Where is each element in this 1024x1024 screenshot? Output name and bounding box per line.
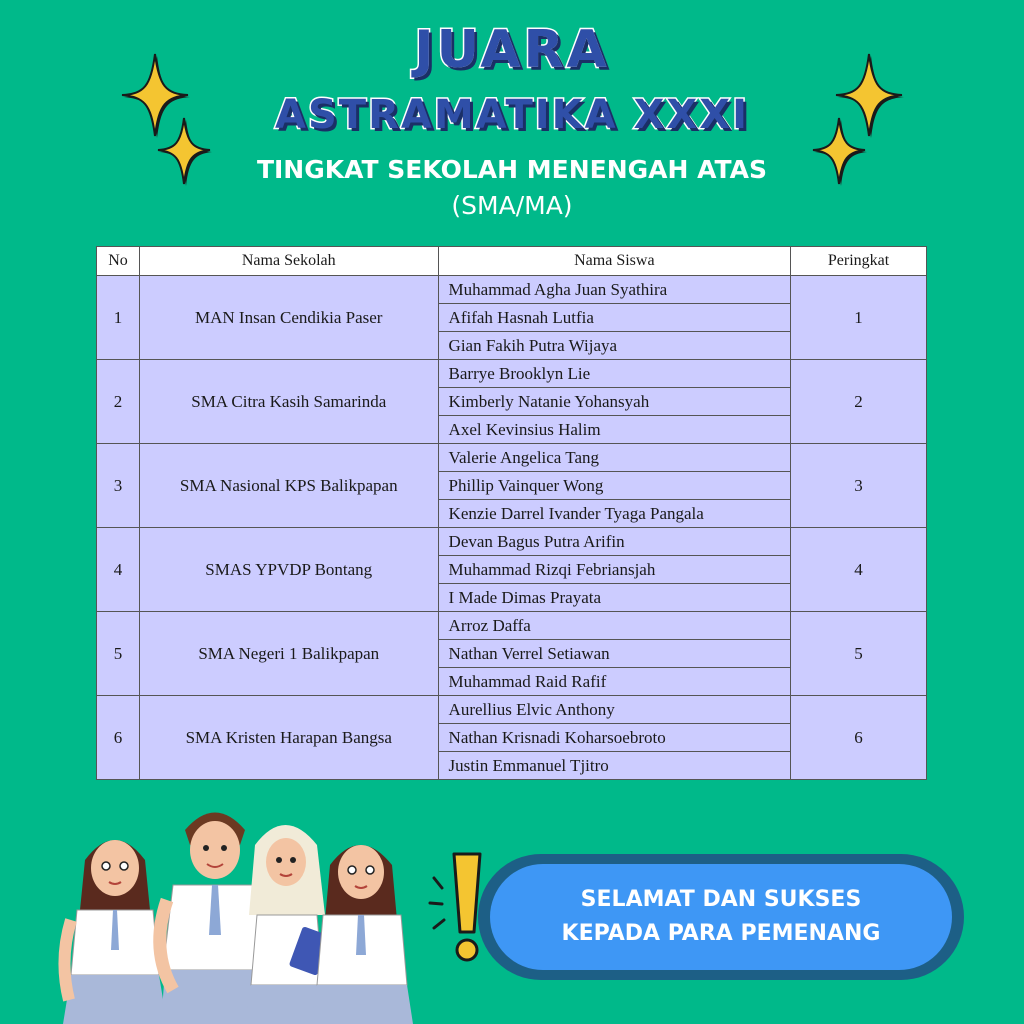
table-row	[97, 528, 927, 556]
table-row	[97, 612, 927, 640]
student-name: Phillip Vainquer Wong	[438, 472, 791, 500]
rank-value: 4	[791, 528, 927, 612]
school-name: SMA Negeri 1 Balikpapan	[139, 612, 438, 696]
table-body	[97, 276, 927, 780]
level-subtitle: (SMA/MA)	[451, 191, 573, 220]
event-title: ASTRAMATIKA XXXI	[275, 92, 749, 138]
row-number: 4	[97, 528, 140, 612]
table-header-row	[97, 247, 927, 276]
students-illustration	[55, 800, 425, 1024]
student-name: Nathan Verrel Setiawan	[438, 640, 791, 668]
rank-value: 6	[791, 696, 927, 780]
results-table	[96, 246, 927, 780]
row-number: 6	[97, 696, 140, 780]
column-header-rank: Peringkat	[791, 247, 927, 276]
student-name: Kimberly Natanie Yohansyah	[438, 388, 791, 416]
school-name: SMA Nasional KPS Balikpapan	[139, 444, 438, 528]
column-header-student: Nama Siswa	[438, 247, 791, 276]
column-header-school: Nama Sekolah	[139, 247, 438, 276]
student-name: Devan Bagus Putra Arifin	[438, 528, 791, 556]
student-name: Barrye Brooklyn Lie	[438, 360, 791, 388]
student-name: Muhammad Raid Rafif	[438, 668, 791, 696]
rank-value: 1	[791, 276, 927, 360]
student-name: Axel Kevinsius Halim	[438, 416, 791, 444]
banner-line-1: SELAMAT DAN SUKSES	[580, 887, 862, 912]
student-name: Nathan Krisnadi Koharsoebroto	[438, 724, 791, 752]
student-name: Justin Emmanuel Tjitro	[438, 752, 791, 780]
congratulations-banner	[490, 864, 952, 970]
school-name: SMA Citra Kasih Samarinda	[139, 360, 438, 444]
student-name: I Made Dimas Prayata	[438, 584, 791, 612]
student-name: Muhammad Rizqi Febriansjah	[438, 556, 791, 584]
rank-value: 5	[791, 612, 927, 696]
rank-value: 2	[791, 360, 927, 444]
level-title: TINGKAT SEKOLAH MENENGAH ATAS	[256, 155, 768, 184]
row-number: 5	[97, 612, 140, 696]
student-name: Afifah Hasnah Lutfia	[438, 304, 791, 332]
table-row	[97, 360, 927, 388]
student-name: Valerie Angelica Tang	[438, 444, 791, 472]
student-name: Muhammad Agha Juan Syathira	[438, 276, 791, 304]
rank-value: 3	[791, 444, 927, 528]
sparkle-icon	[810, 115, 868, 187]
table-row	[97, 696, 927, 724]
table-row	[97, 276, 927, 304]
student-name: Aurellius Elvic Anthony	[438, 696, 791, 724]
row-number: 3	[97, 444, 140, 528]
student-name: Gian Fakih Putra Wijaya	[438, 332, 791, 360]
sparkle-icon	[155, 115, 213, 187]
school-name: MAN Insan Cendikia Paser	[139, 276, 438, 360]
row-number: 1	[97, 276, 140, 360]
school-name: SMA Kristen Harapan Bangsa	[139, 696, 438, 780]
student-name: Kenzie Darrel Ivander Tyaga Pangala	[438, 500, 791, 528]
student-name: Arroz Daffa	[438, 612, 791, 640]
banner-line-2: KEPADA PARA PEMENANG	[561, 921, 881, 946]
column-header-no: No	[97, 247, 140, 276]
page-title: JUARA	[414, 20, 610, 80]
table-row	[97, 444, 927, 472]
row-number: 2	[97, 360, 140, 444]
school-name: SMAS YPVDP Bontang	[139, 528, 438, 612]
